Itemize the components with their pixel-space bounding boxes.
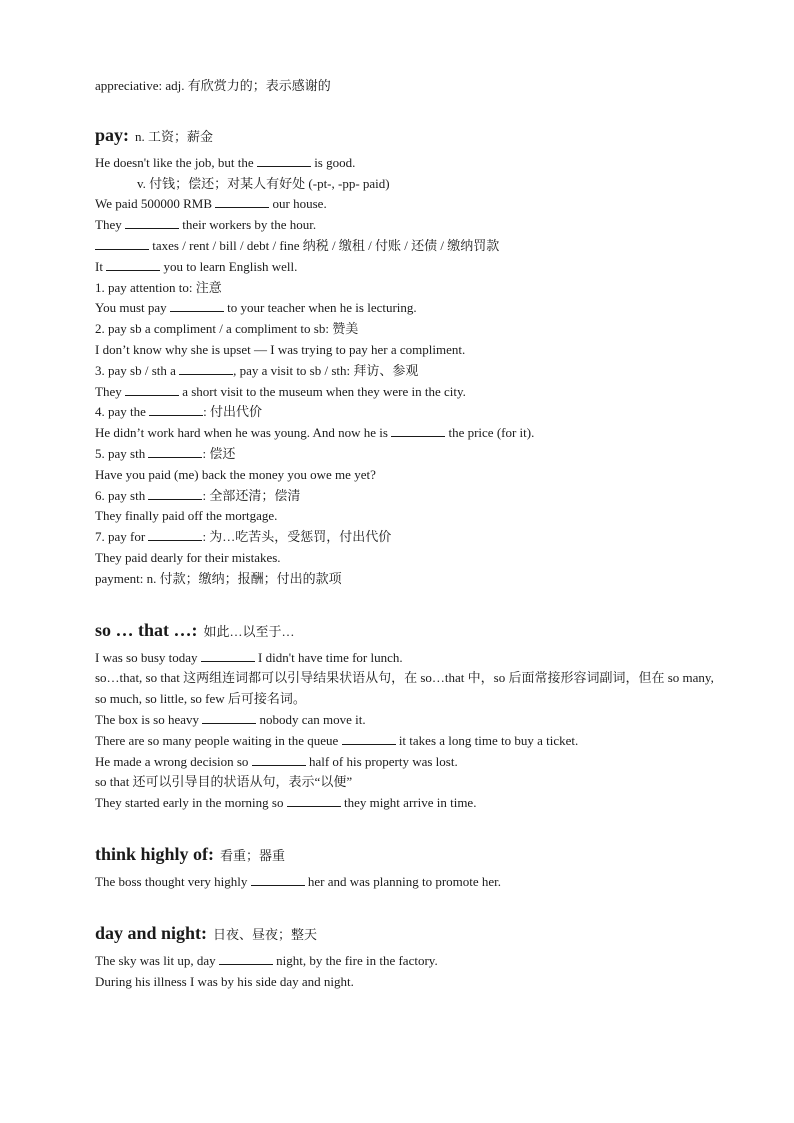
headword-definition: 日夜、昼夜；整天 [213, 926, 318, 942]
entry-lines [95, 153, 715, 590]
fill-in-blank [148, 487, 202, 500]
example-line [95, 793, 715, 814]
example-line [95, 569, 715, 590]
fill-in-blank [287, 794, 341, 807]
example-line [95, 972, 715, 993]
line-text: I didn't have time for lunch. [254, 649, 403, 665]
example-line [95, 194, 715, 215]
line-text: is good. [310, 154, 356, 170]
line-text: The box is so heavy [95, 711, 203, 727]
headword: pay: [95, 124, 130, 145]
document-page [95, 76, 715, 992]
example-line [95, 710, 715, 731]
line-text: We paid 500000 RMB [95, 196, 216, 212]
line-text: He didn’t work hard when he was young. And now he is [95, 425, 392, 441]
fill-in-blank [148, 445, 202, 458]
line-text: nobody can move it. [256, 711, 366, 727]
example-line [95, 752, 715, 773]
line-text: the price (for it). [445, 425, 535, 441]
section-heading [95, 618, 715, 642]
fill-in-blank [215, 196, 269, 209]
example-line [95, 174, 715, 195]
fill-in-blank [149, 404, 203, 417]
fill-in-blank [148, 528, 202, 541]
entry-lines [95, 648, 715, 814]
example-line [95, 668, 715, 710]
line-text: It [95, 258, 107, 274]
line-text: 7. pay for [95, 529, 149, 545]
line-text: The boss thought very highly [95, 873, 251, 889]
line-text: : 全部还清；偿清 [202, 487, 301, 503]
line-text: I was so busy today [95, 649, 201, 665]
line-text: half of his property was lost. [305, 753, 458, 769]
line-text: a short visit to the museum when they were in the city. [178, 383, 466, 399]
line-text: : 偿还 [202, 445, 236, 461]
entry-lines [95, 872, 715, 893]
example-line [95, 153, 715, 174]
example-line [95, 257, 715, 278]
example-line [95, 772, 715, 793]
line-text: 3. pay sb / sth a [95, 362, 180, 378]
headword: so … that …: [95, 619, 198, 640]
fill-in-blank [342, 732, 396, 745]
line-text: They [95, 217, 125, 233]
line-text: 2. pay sb a compliment / a compliment to sb: 赞美 [95, 321, 359, 337]
fill-in-blank [219, 952, 273, 965]
fill-in-blank [202, 711, 256, 724]
line-text: 6. pay sth [95, 487, 149, 503]
fill-in-blank [257, 154, 311, 167]
line-text: night, by the fire in the factory. [272, 952, 438, 968]
example-line [95, 340, 715, 361]
section-think-highly-of [95, 842, 715, 893]
example-line [95, 423, 715, 444]
example-line [95, 951, 715, 972]
headword: day and night: [95, 922, 208, 943]
line-text: During his illness I was by his side day and night. [95, 973, 354, 989]
example-line [95, 548, 715, 569]
fill-in-blank [95, 237, 149, 250]
line-text: so that 还可以引导目的状语从句，表示“以便” [95, 774, 353, 790]
fill-in-blank [125, 383, 179, 396]
line-text: Have you paid (me) back the money you owe me yet? [95, 466, 376, 482]
headword-definition: n. 工资；薪金 [135, 128, 214, 144]
example-line [95, 382, 715, 403]
entry-lines [95, 951, 715, 993]
fill-in-blank [170, 300, 224, 313]
line-text: their workers by the hour. [178, 217, 317, 233]
line-text: You must pay [95, 300, 170, 316]
example-line [95, 731, 715, 752]
section-day-and-night [95, 921, 715, 993]
fill-in-blank [179, 362, 233, 375]
section-pay [95, 123, 715, 590]
line-text: They started early in the morning so [95, 795, 287, 811]
fill-in-blank [252, 753, 306, 766]
example-line [95, 444, 715, 465]
headword-definition: 如此…以至于… [203, 623, 295, 639]
line-text: our house. [269, 196, 327, 212]
section-heading [95, 921, 715, 945]
line-text: 5. pay sth [95, 445, 149, 461]
fill-in-blank [251, 873, 305, 886]
example-line [95, 648, 715, 669]
section-so-that [95, 618, 715, 814]
line-text: : 为…吃苦头，受惩罚，付出代价 [202, 529, 392, 545]
example-line [95, 506, 715, 527]
headword-definition: 看重；器重 [220, 847, 286, 863]
line-text: : 付出代价 [203, 404, 263, 420]
section-heading [95, 842, 715, 866]
example-line [95, 486, 715, 507]
headword: think highly of: [95, 843, 215, 864]
example-line [95, 872, 715, 893]
line-text: taxes / rent / bill / debt / fine 纳税 / 缴租 / 付账 / 还债 / 缴纳罚款 [149, 237, 500, 253]
line-text: There are so many people waiting in the queue [95, 732, 342, 748]
line-text: to your teacher when he is lecturing. [223, 300, 417, 316]
line-text: her and was planning to promote her. [304, 873, 502, 889]
example-line [95, 465, 715, 486]
line-text: They finally paid off the mortgage. [95, 508, 278, 524]
example-line [95, 402, 715, 423]
fill-in-blank [125, 217, 179, 230]
section-heading [95, 123, 715, 147]
line-text: I don’t know why she is upset — I was trying to pay her a compliment. [95, 341, 466, 357]
example-line [95, 278, 715, 299]
fill-in-blank [391, 424, 445, 437]
example-line [95, 527, 715, 548]
line-text: He doesn't like the job, but the [95, 154, 257, 170]
line-text: you to learn English well. [160, 258, 298, 274]
line-text: 1. pay attention to: 注意 [95, 279, 222, 295]
line-text: They [95, 383, 125, 399]
line-text: 4. pay the [95, 404, 150, 420]
example-line [95, 215, 715, 236]
line-text: payment: n. 付款；缴纳；报酬；付出的款项 [95, 570, 342, 586]
example-line [95, 361, 715, 382]
line-text: they might arrive in time. [340, 795, 477, 811]
line-text: They paid dearly for their mistakes. [95, 549, 281, 565]
fill-in-blank [201, 649, 255, 662]
line-text: it takes a long time to buy a ticket. [395, 732, 579, 748]
appreciative-entry: appreciative: adj. 有欣赏力的；表示感谢的 [95, 78, 331, 93]
example-line [95, 319, 715, 340]
line-text: The sky was lit up, day [95, 952, 219, 968]
example-line [95, 236, 715, 257]
example-line [95, 298, 715, 319]
line-text: v. 付钱；偿还；对某人有好处 (-pt-, -pp- paid) [137, 175, 390, 191]
line-text: , pay a visit to sb / sth: 拜访、参观 [233, 362, 419, 378]
line-text: He made a wrong decision so [95, 753, 252, 769]
fill-in-blank [106, 258, 160, 271]
line-text: so…that, so that 这两组连词都可以引导结果状语从句，在 so…that 中，so 后面常接形容词副词，但在 so many, so much, so little, so few 后可接名词。 [95, 670, 714, 707]
